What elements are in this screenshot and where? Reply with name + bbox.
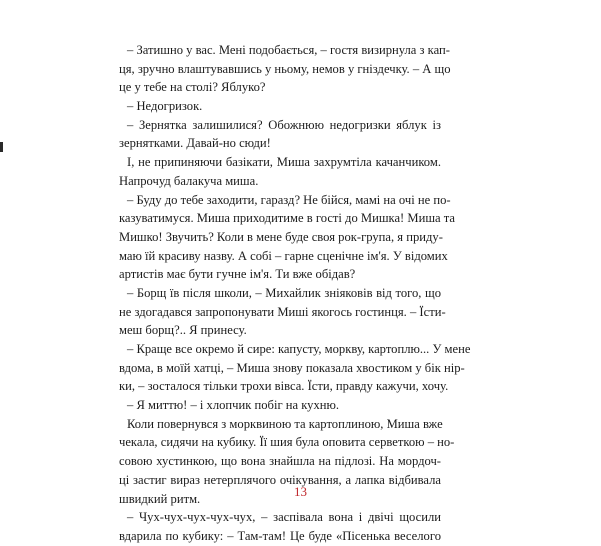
text-line: вдома, в моїй хатці, – Миша знову показала хвостиком у бік нір-: [119, 360, 465, 375]
page-edge-mark: [0, 142, 3, 152]
text-line: – Недогризок.: [127, 99, 203, 114]
text-line: Напрочуд балакуча миша.: [119, 173, 259, 188]
text-line: меш борщ?.. Я принесу.: [119, 323, 247, 338]
text-line: Мишко! Звучить? Коли в мене буде своя рок-група, я приду-: [119, 229, 443, 244]
body-text: [119, 41, 471, 546]
text-line: казуватимуся. Миша приходитиме в гості до Мишка! Миша та: [119, 211, 456, 226]
text-line: – Зернятка залишилися? Обожнюю недогризки яблук із: [127, 117, 441, 132]
text-line: – Я миттю! – і хлопчик побіг на кухню.: [127, 398, 340, 413]
text-line: ця, зручно влаштувавшись у ньому, немов у гніздечку. – А що: [119, 61, 451, 76]
text-line: зернятками. Давай-но сюди!: [119, 136, 271, 151]
text-line: швидкий ритм.: [119, 491, 201, 506]
text-line: артистів має бути гучне ім'я. Ти вже обідав?: [119, 267, 356, 282]
text-line: – Чух-чух-чух-чух-чух, – заспівала вона і двічі щосили: [127, 510, 441, 525]
text-line: – Борщ їв після школи, – Михайлик зніяковів від того, що: [127, 285, 441, 300]
text-line: чекала, сидячи на кубику. Її шия була оповита серветкою – но-: [119, 435, 455, 450]
text-line: ки, – зосталося тільки трохи вівса. Їсти, правду кажучи, хочу.: [119, 379, 449, 394]
text-line: совою хустинкою, що вона знайшла на підлозі. На мордоч-: [119, 454, 441, 469]
text-line: Коли повернувся з морквиною та картоплиною, Миша вже: [127, 416, 443, 431]
text-line: – Краще все окремо й сире: капусту, моркву, картоплю... У мене: [127, 342, 471, 356]
text-line: маю їй красиву назву. А собі – гарне сценічне ім'я. У відомих: [119, 248, 448, 263]
text-line: вдарила по кубику: – Там-там! Це буде «Пісенька веселого: [119, 528, 441, 543]
text-line: це у тебе на столі? Яблуко?: [119, 80, 266, 95]
text-line: – Буду до тебе заходити, гаразд? Не бійся, мамі на очі не по-: [127, 192, 451, 207]
text-line: ці застиг вираз нетерплячого очікування, а лапка відбивала: [119, 472, 441, 487]
text-line: І, не припиняючи базікати, Миша захрумтіла качанчиком.: [127, 155, 441, 170]
page-number: 13: [294, 484, 307, 499]
text-line: не здогадався запропонувати Миші якогось гостинця. – Їсти-: [119, 304, 446, 319]
text-line: – Затишно у вас. Мені подобається, – гостя визирнула з кап-: [127, 43, 450, 57]
